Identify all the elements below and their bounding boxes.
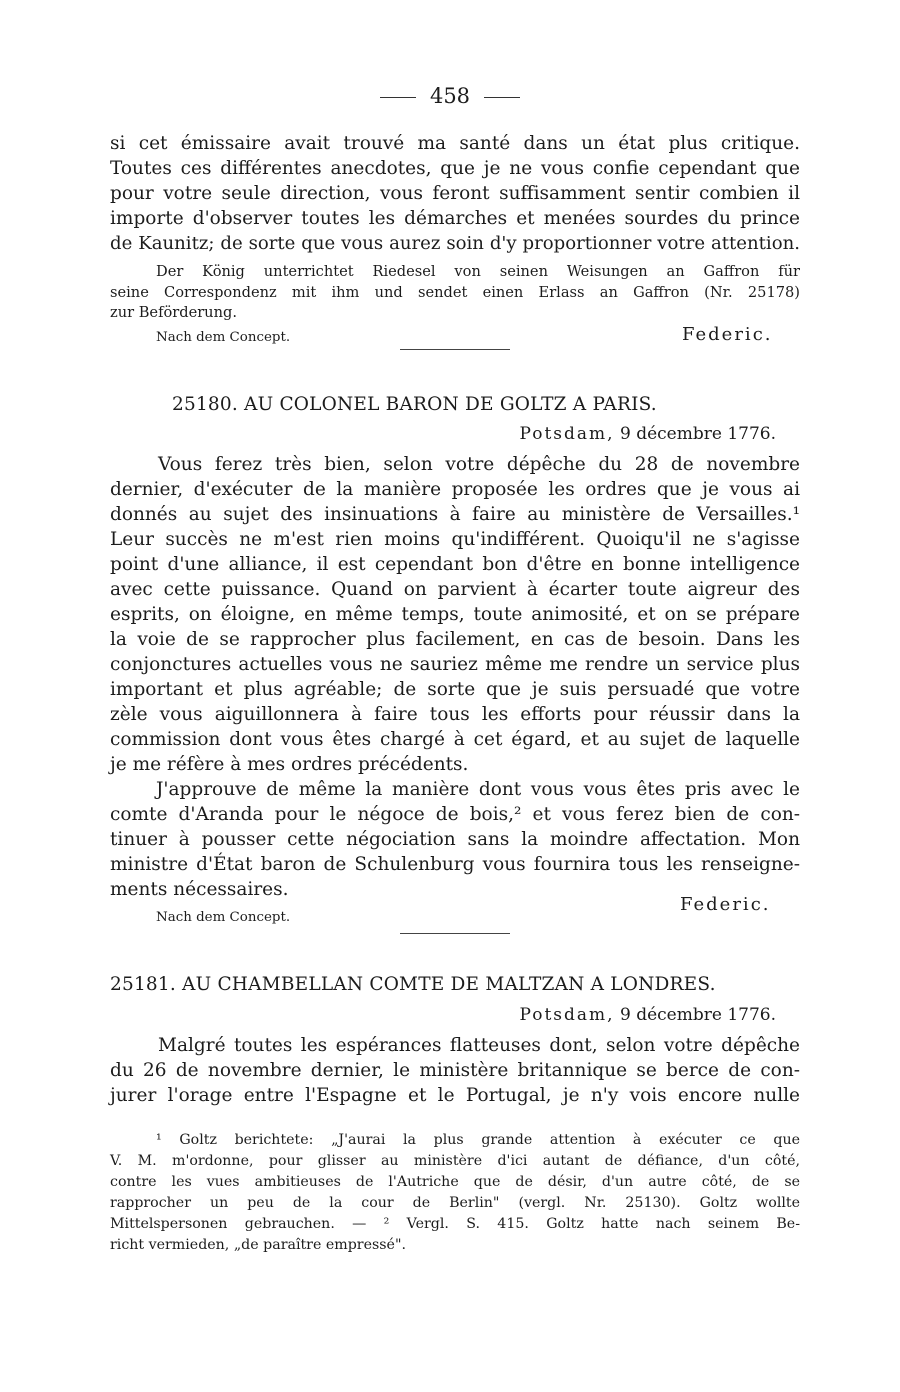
letter-place: Potsdam, [519,424,615,444]
text-line: si cet émissaire avait trouvé ma santé dans un état plus critique. [110,133,800,154]
text-line: J'approuve de même la manière dont vous vous êtes pris avec le [156,779,800,800]
text-line: dernier, d'exécuter de la manière proposée les ordres que je vous ai [110,479,800,500]
note-line: zur Beförderung. [110,304,237,321]
letter-heading: 25180. AU COLONEL BARON DE GOLTZ A PARIS. [172,394,657,415]
text-line: comte d'Aranda pour le négoce de bois,² et vous ferez bien de con- [110,804,800,825]
text-line: Leur succès ne m'est rien moins qu'indifférent. Quoiqu'il ne s'agisse [110,529,800,550]
note-line: Der König unterrichtet Riedesel von seinen Weisungen an Gaffron für [156,263,800,280]
footnote-line: rapprocher un peu de la cour de Berlin" (vergl. Nr. 25130). Goltz wollte [110,1195,800,1211]
text-line: du 26 de novembre dernier, le ministère britannique se berce de con- [110,1060,800,1081]
text-line: esprits, on éloigne, en même temps, toute animosité, et on se prépare [110,604,800,625]
text-line: Vous ferez très bien, selon votre dépêche du 28 de novembre [158,454,800,475]
text-line: point d'une alliance, il est cependant bon d'être en bonne intelligence [110,554,800,575]
source-note: Nach dem Concept. [156,330,291,345]
text-line: tinuer à pousser cette négociation sans la moindre affectation. Mon [110,829,800,850]
signature: Federic. [680,894,771,915]
text-line: je me réfère à mes ordres précédents. [110,754,469,775]
source-note: Nach dem Concept. [156,910,291,925]
text-line: donnés au sujet des insinuations à faire au ministère de Versailles.¹ [110,504,800,525]
text-line: Toutes ces différentes anecdotes, que je ne vous confie cependant que [110,158,800,179]
text-line: commission dont vous êtes chargé à cet égard, et au sujet de laquelle [110,729,800,750]
text-line: avec cette puissance. Quand on parvient à écarter toute aigreur des [110,579,800,600]
text-line: importe d'observer toutes les démarches et menées sourdes du prince [110,208,800,229]
letter-dateline [519,424,776,444]
signature: Federic. [682,324,773,345]
page-number: 458 [429,84,471,108]
right-dash [484,97,520,98]
text-line: Malgré toutes les espérances flatteuses dont, selon votre dépêche [158,1035,800,1056]
text-line: pour votre seule direction, vous feront suffisamment sentir combien il [110,183,800,204]
section-divider [400,349,510,350]
letter-heading: 25181. AU CHAMBELLAN COMTE DE MALTZAN A LONDRES. [110,974,716,995]
footnote-line: ¹ Goltz berichtete: „J'aurai la plus grande attention à exécuter ce que [156,1132,800,1148]
text-line: conjonctures actuelles vous ne sauriez même me rendre un service plus [110,654,800,675]
letter-date: 9 décembre 1776. [619,424,776,444]
note-line: seine Correspondenz mit ihm und sendet einen Erlass an Gaffron (Nr. 25178) [110,284,800,301]
letter-date: 9 décembre 1776. [619,1005,776,1025]
footnote-line: V. M. m'ordonne, pour glisser au ministère d'ici autant de défiance, d'un côté, [110,1153,800,1169]
text-line: de Kaunitz; de sorte que vous aurez soin d'y proportionner votre attention. [110,233,800,254]
text-line: important et plus agréable; de sorte que je suis persuadé que votre [110,679,800,700]
footnote-line: contre les vues ambitieuses de l'Autriche que de désir, d'un autre côté, de se [110,1174,800,1190]
text-line: ministre d'État baron de Schulenburg vous fournira tous les renseigne- [110,854,800,875]
text-line: la voie de se rapprocher plus facilement, en cas de besoin. Dans les [110,629,800,650]
footnote-line: Mittelspersonen gebrauchen. — ² Vergl. S. 415. Goltz hatte nach seinem Be- [110,1216,800,1232]
text-line: ments nécessaires. [110,879,289,900]
letter-dateline [519,1005,776,1025]
left-dash [380,97,416,98]
text-line: jurer l'orage entre l'Espagne et le Portugal, je n'y vois encore nulle [110,1085,800,1106]
footnote-line: richt vermieden, „de paraître empressé". [110,1237,406,1253]
page-number-line [0,84,900,108]
letter-place: Potsdam, [519,1005,615,1025]
section-divider [400,933,510,934]
text-line: zèle vous aiguillonnera à faire tous les efforts pour réussir dans la [110,704,800,725]
